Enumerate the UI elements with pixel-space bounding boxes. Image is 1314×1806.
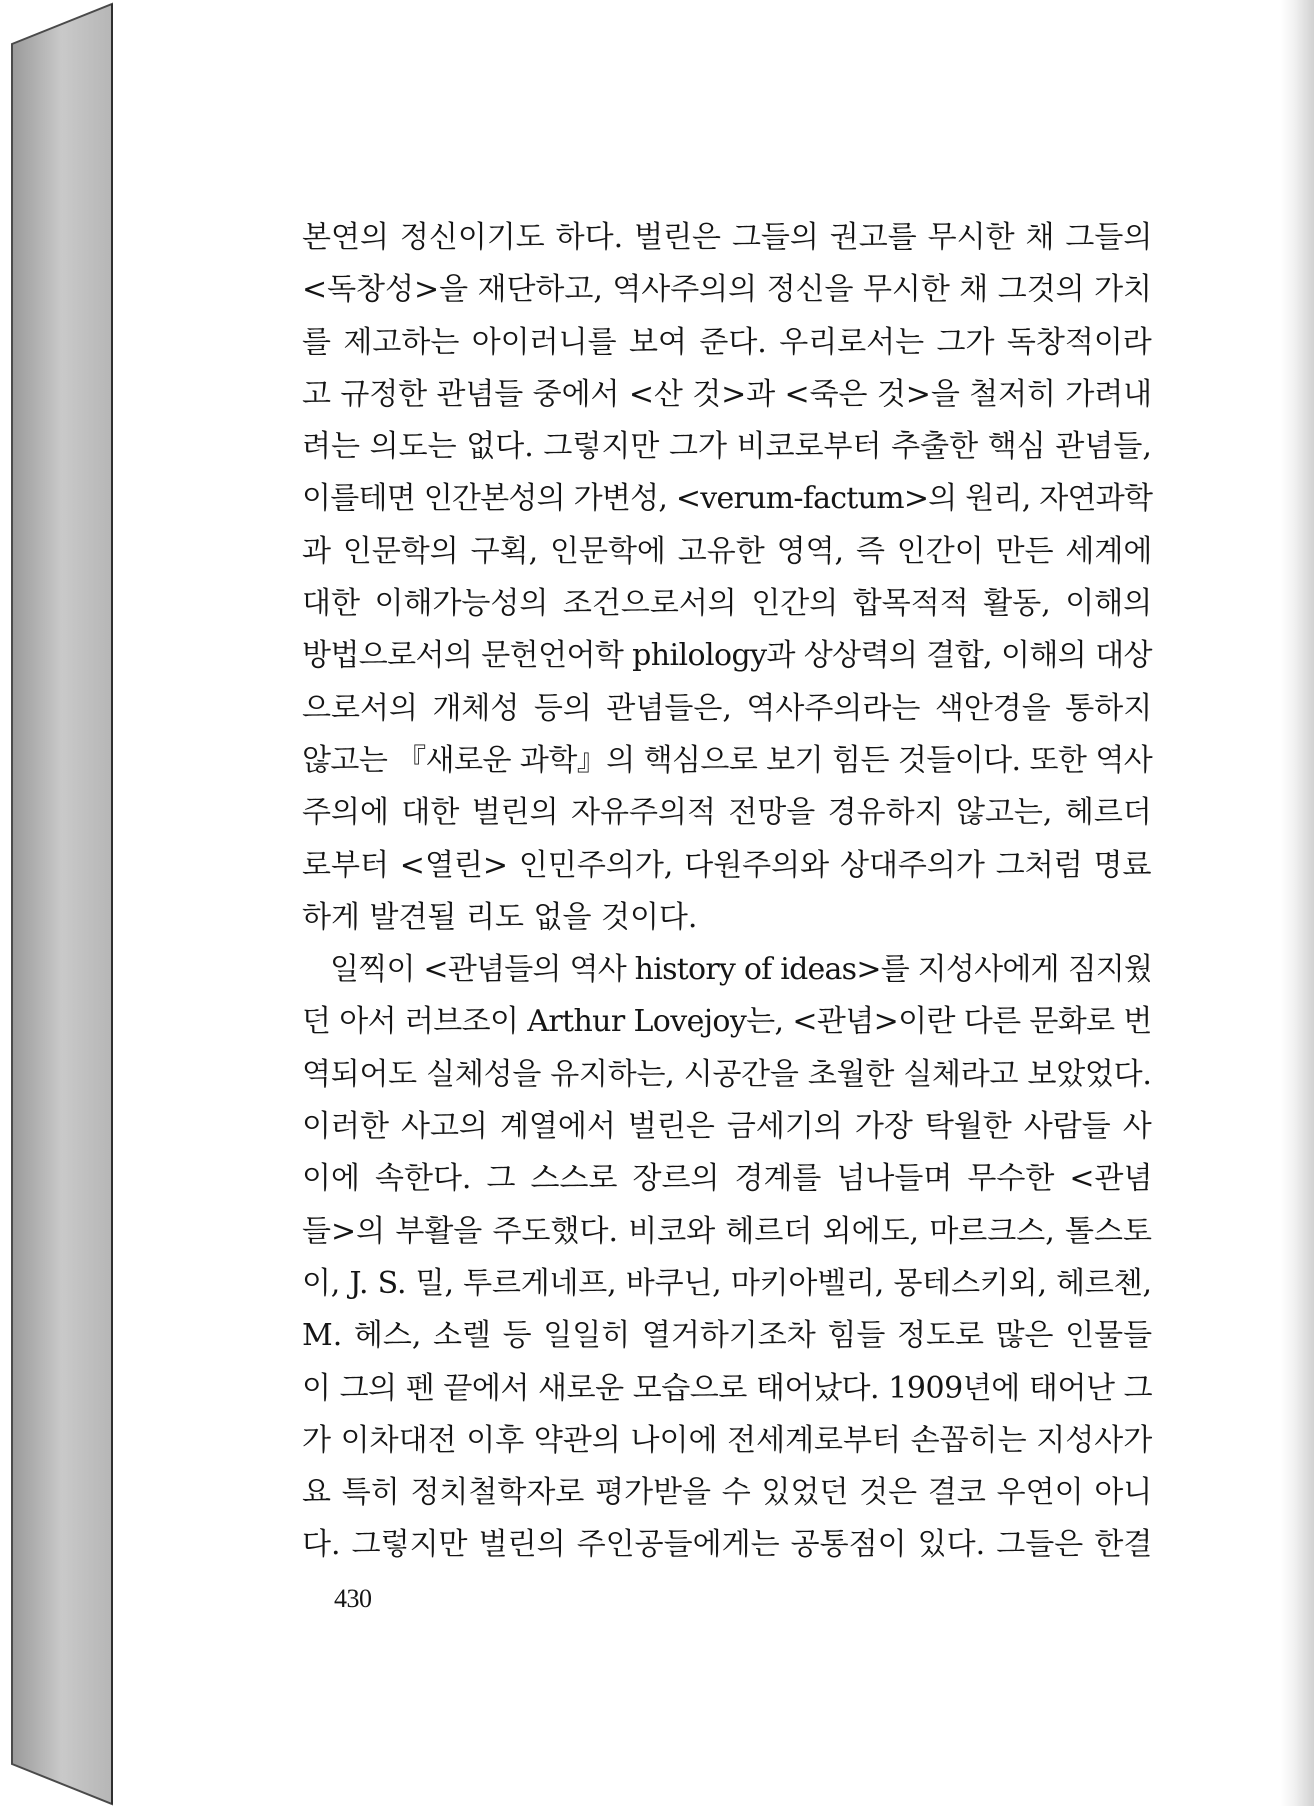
text-line: 이를테면 인간본성의 가변성, <verum-factum>의 원리, 자연과학 xyxy=(302,481,1153,517)
text-line: 던 아서 러브조이 Arthur Lovejoy는, <관념>이란 다른 문화로 번 xyxy=(302,1004,1152,1040)
text-line: 주의에 대한 벌린의 자유주의적 전망을 경유하지 않고는, 헤르더 xyxy=(302,795,1152,831)
text-line: 려는 의도는 없다. 그렇지만 그가 비코로부터 추출한 핵심 관념들, xyxy=(302,429,1152,465)
text-line: 고 규정한 관념들 중에서 <산 것>과 <죽은 것>을 철저히 가려내 xyxy=(302,376,1153,412)
text-line: 이, J. S. 밀, 투르게네프, 바쿠닌, 마키아벨리, 몽테스키외, 헤르첸, xyxy=(302,1265,1152,1301)
text-line: 이에 속한다. 그 스스로 장르의 경계를 넘나들며 무수한 <관념 xyxy=(302,1161,1153,1197)
text-line: 과 인문학의 구획, 인문학에 고유한 영역, 즉 인간이 만든 세계에 xyxy=(302,533,1153,569)
text-line: 들>의 부활을 주도했다. 비코와 헤르더 외에도, 마르크스, 톨스토 xyxy=(302,1213,1152,1249)
text-line: 로부터 <열린> 인민주의가, 다원주의와 상대주의가 그처럼 명료 xyxy=(302,847,1152,883)
text-line: 이 그의 펜 끝에서 새로운 모습으로 태어났다. 1909년에 태어난 그 xyxy=(302,1370,1153,1406)
text-line: 방법으로서의 문헌언어학 philology과 상상력의 결합, 이해의 대상 xyxy=(302,638,1152,674)
text-line: 요 특히 정치철학자로 평가받을 수 있었던 것은 결코 우연이 아니 xyxy=(302,1475,1153,1511)
text-line: M. 헤스, 소렐 등 일일히 열거하기조차 힘들 정도로 많은 인물들 xyxy=(302,1318,1153,1354)
page-number: 430 xyxy=(334,1584,372,1613)
text-line: 이러한 사고의 계열에서 벌린은 금세기의 가장 탁월한 사람들 사 xyxy=(302,1109,1152,1145)
body-text xyxy=(302,212,1152,1572)
text-line: <독창성>을 재단하고, 역사주의의 정신을 무시한 채 그것의 가치 xyxy=(302,272,1153,308)
text-line: 않고는 『새로운 과학』의 핵심으로 보기 힘든 것들이다. 또한 역사 xyxy=(302,742,1153,778)
text-line: 를 제고하는 아이러니를 보여 준다. 우리로서는 그가 독창적이라 xyxy=(302,324,1152,360)
text-line: 으로서의 개체성 등의 관념들은, 역사주의라는 색안경을 통하지 xyxy=(302,690,1153,726)
text-line: 가 이차대전 이후 약관의 나이에 전세계로부터 손꼽히는 지성사가 xyxy=(302,1422,1153,1458)
text-line: 대한 이해가능성의 조건으로서의 인간의 합목적적 활동, 이해의 xyxy=(302,586,1153,622)
page-edge-shadow xyxy=(1280,0,1314,1806)
text-line: 역되어도 실체성을 유지하는, 시공간을 초월한 실체라고 보았었다. xyxy=(302,1056,1152,1092)
text-line: 일찍이 <관념들의 역사 history of ideas>를 지성사에게 짐지웠 xyxy=(330,952,1153,988)
text-line: 본연의 정신이기도 하다. 벌린은 그들의 권고를 무시한 채 그들의 xyxy=(302,220,1153,255)
book-page xyxy=(116,0,1314,1806)
text-line: 다. 그렇지만 벌린의 주인공들에게는 공통점이 있다. 그들은 한결 xyxy=(302,1527,1153,1563)
text-line: 하게 발견될 리도 없을 것이다. xyxy=(302,899,698,935)
book-spine xyxy=(0,0,116,1806)
